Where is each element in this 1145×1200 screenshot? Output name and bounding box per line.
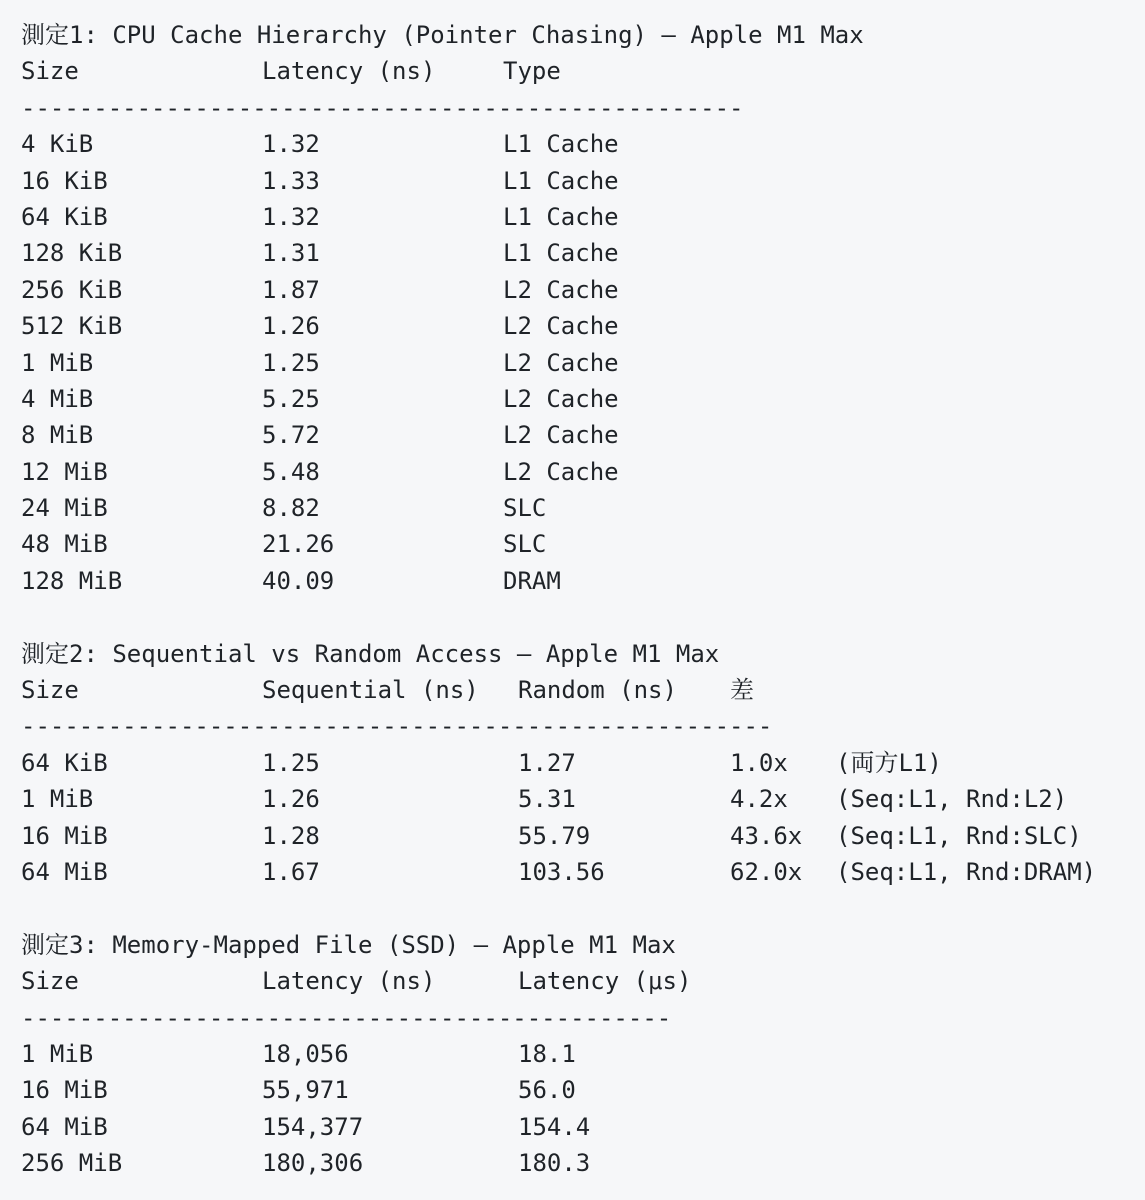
cell-random: 5.31 xyxy=(518,785,576,814)
cell-size: 128 KiB xyxy=(21,239,123,268)
column-header-latency-ns: Latency (ns) xyxy=(262,967,436,996)
table-row xyxy=(21,818,1145,854)
cell-type: L2 Cache xyxy=(503,275,619,304)
section-title: 測定2: Sequential vs Random Access – Apple M1 Max xyxy=(21,639,720,668)
cell-latency: 40.09 xyxy=(262,566,335,595)
column-header-latency: Latency (ns) xyxy=(262,57,436,86)
table-row xyxy=(21,417,1145,453)
cell-size: 16 MiB xyxy=(21,821,108,850)
cell-type: SLC xyxy=(503,494,547,523)
cell-type: L2 Cache xyxy=(503,421,619,450)
cell-size: 64 KiB xyxy=(21,202,108,231)
cell-size: 12 MiB xyxy=(21,457,108,486)
column-header-size: Size xyxy=(21,967,79,996)
column-header-size: Size xyxy=(21,57,79,86)
cell-size: 128 MiB xyxy=(21,566,123,595)
cell-size: 16 KiB xyxy=(21,166,108,195)
cell-sequential: 1.67 xyxy=(262,857,320,886)
cell-size: 64 MiB xyxy=(21,857,108,886)
cell-size: 48 MiB xyxy=(21,530,108,559)
cell-latency-us: 18.1 xyxy=(518,1039,576,1068)
cell-size: 4 MiB xyxy=(21,384,94,413)
cell-latency-us: 180.3 xyxy=(518,1149,591,1178)
table-row xyxy=(21,454,1145,490)
cell-size: 512 KiB xyxy=(21,312,123,341)
section-title: 測定3: Memory-Mapped File (SSD) – Apple M1 Max xyxy=(21,930,676,959)
cell-size: 8 MiB xyxy=(21,421,94,450)
table-row xyxy=(21,526,1145,562)
cell-latency: 1.33 xyxy=(262,166,320,195)
table-row xyxy=(21,345,1145,381)
cell-type: L1 Cache xyxy=(503,166,619,195)
cell-size: 24 MiB xyxy=(21,494,108,523)
cell-note: (両方L1) xyxy=(836,748,942,777)
table-row xyxy=(21,745,1145,781)
cell-size: 1 MiB xyxy=(21,1039,94,1068)
cell-latency: 1.87 xyxy=(262,275,320,304)
cell-random: 103.56 xyxy=(518,857,605,886)
table-row xyxy=(21,381,1145,417)
table-row xyxy=(21,1072,1145,1108)
cell-size: 1 MiB xyxy=(21,348,94,377)
table-row xyxy=(21,1145,1145,1181)
table-row xyxy=(21,1036,1145,1072)
cell-size: 256 KiB xyxy=(21,275,123,304)
cell-latency: 21.26 xyxy=(262,530,335,559)
table-row xyxy=(21,272,1145,308)
cell-latency-us: 154.4 xyxy=(518,1112,591,1141)
cell-latency: 1.31 xyxy=(262,239,320,268)
table-row xyxy=(21,126,1145,162)
cell-latency: 1.26 xyxy=(262,312,320,341)
cell-type: L1 Cache xyxy=(503,239,619,268)
table-row xyxy=(21,1109,1145,1145)
cell-random: 1.27 xyxy=(518,748,576,777)
cell-size: 1 MiB xyxy=(21,785,94,814)
cell-type: L2 Cache xyxy=(503,457,619,486)
separator: --------------------------------------------- xyxy=(21,1003,672,1032)
table-row xyxy=(21,781,1145,817)
table-header xyxy=(21,672,1145,708)
cell-diff: 62.0x xyxy=(730,857,803,886)
cell-latency: 1.25 xyxy=(262,348,320,377)
cell-latency: 5.72 xyxy=(262,421,320,450)
column-header-sequential: Sequential (ns) xyxy=(262,676,479,705)
cell-sequential: 1.26 xyxy=(262,785,320,814)
table-row xyxy=(21,199,1145,235)
cell-type: L2 Cache xyxy=(503,348,619,377)
cell-latency: 5.48 xyxy=(262,457,320,486)
cell-size: 4 KiB xyxy=(21,130,94,159)
table-row xyxy=(21,854,1145,890)
cell-diff: 43.6x xyxy=(730,821,803,850)
column-header-size: Size xyxy=(21,676,79,705)
cell-type: L2 Cache xyxy=(503,312,619,341)
column-header-random: Random (ns) xyxy=(518,676,677,705)
cell-sequential: 1.28 xyxy=(262,821,320,850)
cell-random: 55.79 xyxy=(518,821,591,850)
table-header xyxy=(21,963,1145,999)
cell-latency-ns: 180,306 xyxy=(262,1149,364,1178)
cell-latency: 1.32 xyxy=(262,202,320,231)
table-row xyxy=(21,235,1145,271)
cell-size: 64 MiB xyxy=(21,1112,108,1141)
cell-size: 256 MiB xyxy=(21,1149,123,1178)
table-row xyxy=(21,490,1145,526)
cell-sequential: 1.25 xyxy=(262,748,320,777)
cell-size: 16 MiB xyxy=(21,1076,108,1105)
separator: ---------------------------------------------------- xyxy=(21,712,773,741)
table-row xyxy=(21,308,1145,344)
column-header-type: Type xyxy=(503,57,561,86)
cell-type: SLC xyxy=(503,530,547,559)
cell-note: (Seq:L1, Rnd:DRAM) xyxy=(836,857,1097,886)
cell-type: L1 Cache xyxy=(503,130,619,159)
cell-note: (Seq:L1, Rnd:SLC) xyxy=(836,821,1082,850)
separator: -------------------------------------------------- xyxy=(21,93,744,122)
cell-latency-ns: 55,971 xyxy=(262,1076,349,1105)
column-header-latency-us: Latency (μs) xyxy=(518,967,692,996)
table-row xyxy=(21,163,1145,199)
cell-latency-ns: 154,377 xyxy=(262,1112,364,1141)
section-title: 測定1: CPU Cache Hierarchy (Pointer Chasing) – Apple M1 Max xyxy=(21,21,864,49)
cell-latency: 1.32 xyxy=(262,130,320,159)
cell-size: 64 KiB xyxy=(21,748,108,777)
cell-latency-us: 56.0 xyxy=(518,1076,576,1105)
table-row xyxy=(21,563,1145,599)
column-header-diff: 差 xyxy=(730,676,754,705)
cell-latency: 5.25 xyxy=(262,384,320,413)
cell-diff: 1.0x xyxy=(730,748,788,777)
table-header xyxy=(21,53,1145,89)
cell-latency-ns: 18,056 xyxy=(262,1039,349,1068)
cell-type: L1 Cache xyxy=(503,202,619,231)
cell-latency: 8.82 xyxy=(262,494,320,523)
cell-type: DRAM xyxy=(503,566,561,595)
cell-note: (Seq:L1, Rnd:L2) xyxy=(836,785,1068,814)
cell-diff: 4.2x xyxy=(730,785,788,814)
cell-type: L2 Cache xyxy=(503,384,619,413)
